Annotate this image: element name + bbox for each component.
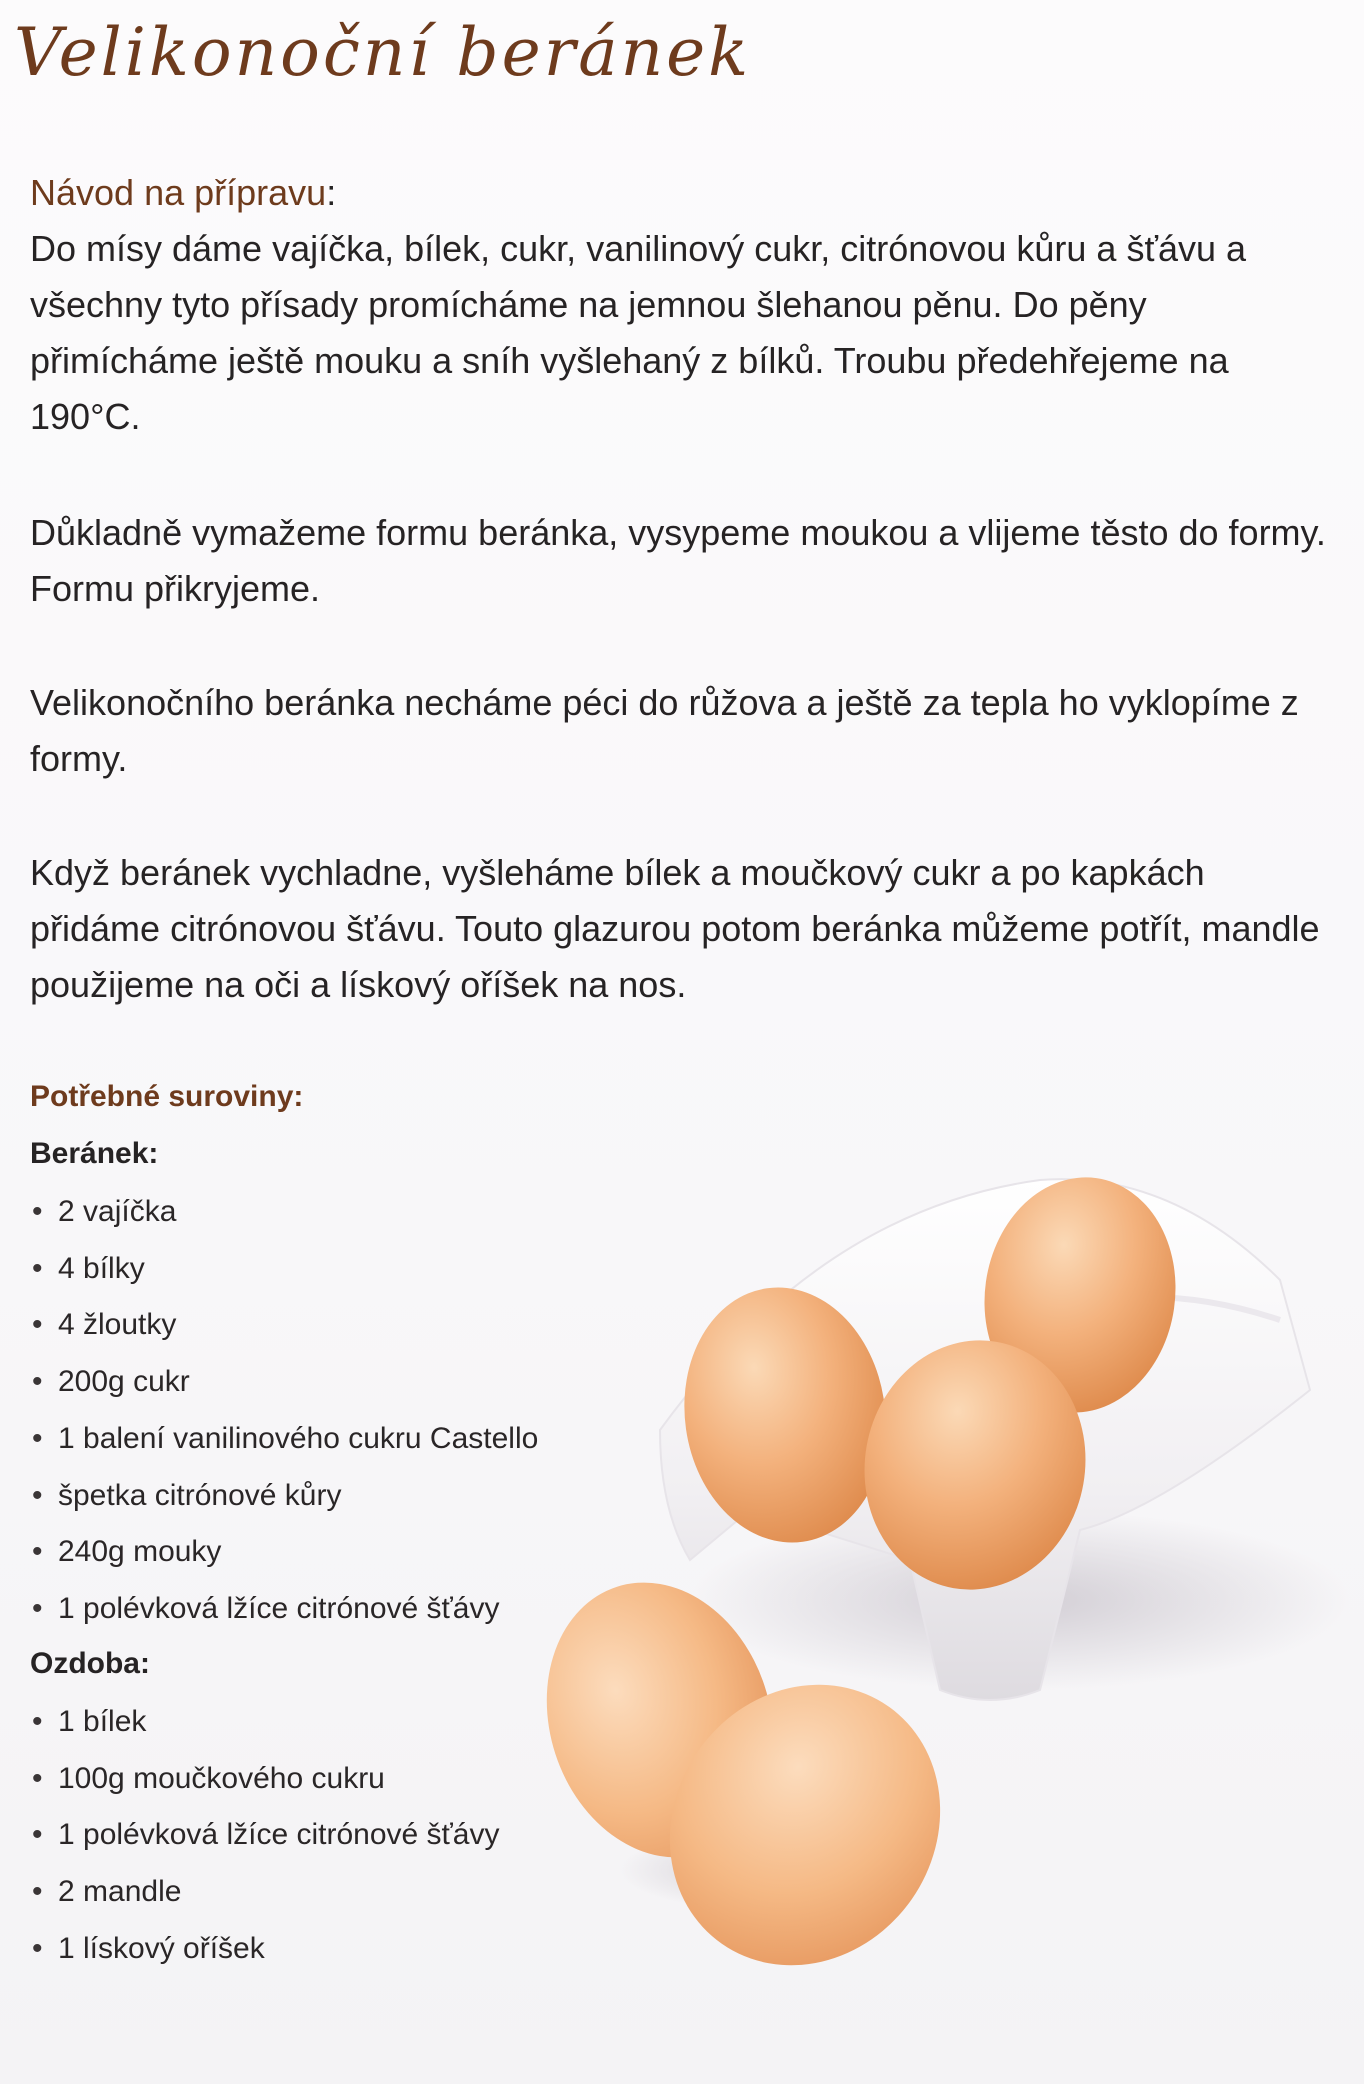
eggs-photo — [520, 1130, 1350, 2080]
list-item: • 100g moučkového cukru — [30, 1751, 499, 1808]
recipe-title: Velikonoční beránek — [14, 14, 752, 91]
ingredient-list-lamb — [30, 1184, 538, 1638]
ingredient-group-title-decoration: Ozdoba: — [30, 1647, 150, 1680]
list-item: • 1 polévková lžíce citrónové šťávy — [30, 1581, 538, 1638]
instructions-heading-text: Návod na přípravu — [30, 172, 327, 213]
list-item: • 4 bílky — [30, 1241, 538, 1298]
instruction-paragraph-2: Důkladně vymažeme formu beránka, vysypeme moukou a vlijeme těsto do formy. Formu přikryjeme. — [30, 512, 1326, 609]
list-item: • 1 polévková lžíce citrónové šťávy — [30, 1807, 499, 1864]
instruction-paragraph-1: Do mísy dáme vajíčka, bílek, cukr, vanilinový cukr, citrónovou kůru a šťávu a všechny tyto přísady promícháme na jemnou šlehanou pěnu. Do pěny přimícháme ještě mouku a sníh vyšlehaný z bílků. Troubu předehřejeme na 190°C. — [30, 228, 1247, 437]
ingredient-group-title-lamb: Beránek: — [30, 1137, 159, 1170]
instructions-heading-colon: : — [326, 172, 337, 213]
list-item: • 2 vajíčka — [30, 1184, 538, 1241]
ingredient-list-decoration — [30, 1694, 499, 1978]
instruction-paragraph-4: Když beránek vychladne, vyšleháme bílek a moučkový cukr a po kapkách přidáme citrónovou šťávu. Touto glazurou potom beránka můžeme potřít, mandle použijeme na oči a lískový oříšek na nos. — [30, 852, 1320, 1005]
instructions-heading — [30, 165, 336, 221]
list-item: • 200g cukr — [30, 1354, 538, 1411]
list-item: • špetka citrónové kůry — [30, 1468, 538, 1525]
list-item: • 1 bílek — [30, 1694, 499, 1751]
list-item: • 4 žloutky — [30, 1297, 538, 1354]
list-item: • 240g mouky — [30, 1524, 538, 1581]
list-item: • 2 mandle — [30, 1864, 499, 1921]
instruction-paragraph-3: Velikonočního beránka necháme péci do růžova a ještě za tepla ho vyklopíme z formy. — [30, 682, 1299, 779]
ingredients-heading: Potřebné suroviny: — [30, 1080, 304, 1113]
list-item: • 1 lískový oříšek — [30, 1921, 499, 1978]
list-item: • 1 balení vanilinového cukru Castello — [30, 1411, 538, 1468]
